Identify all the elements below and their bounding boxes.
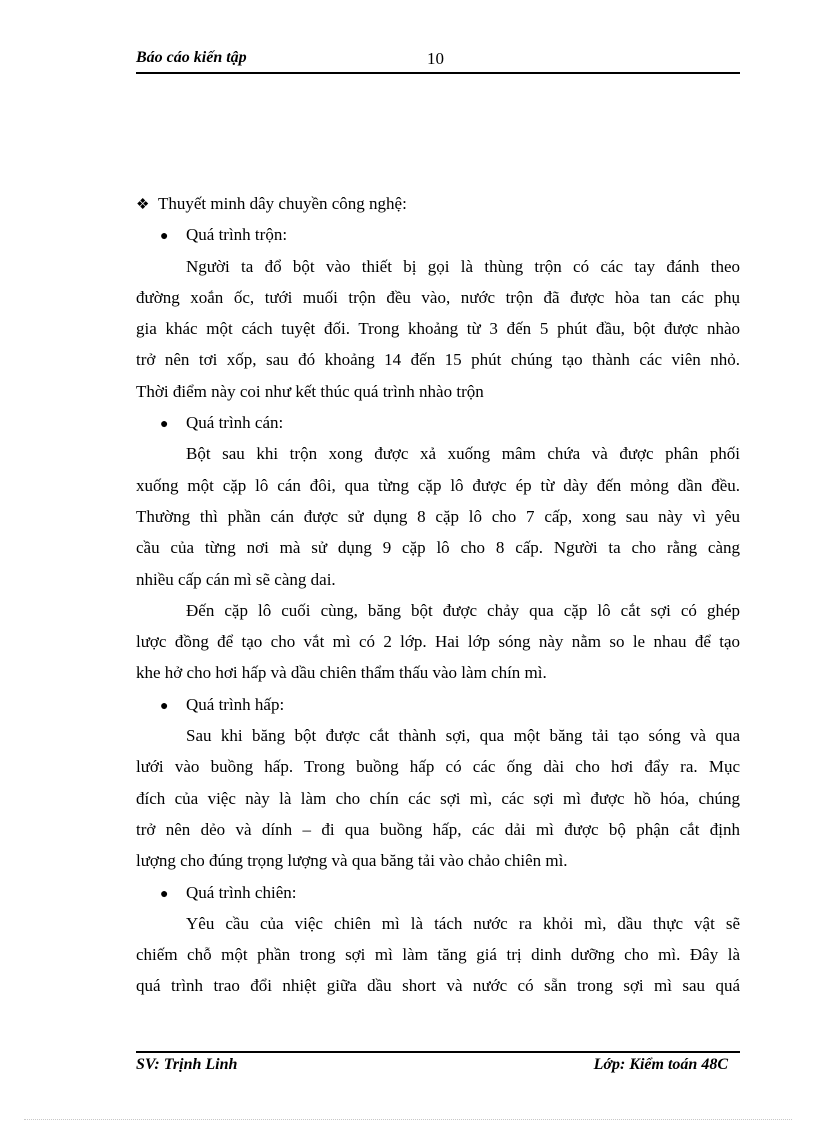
- paragraph-line: lưới vào buồng hấp. Trong buồng hấp có các ống dài cho hơi đẩy ra. Mục: [136, 757, 740, 777]
- page-footer: [136, 1051, 740, 1079]
- section-heading-text: Thuyết minh dây chuyền công nghệ:: [158, 194, 407, 213]
- footer-student: SV: Trịnh Linh: [136, 1056, 238, 1073]
- page-edge-divider: [24, 1119, 792, 1120]
- paragraph-line: lượng cho đúng trọng lượng và qua băng tải vào chảo chiên mì.: [136, 851, 568, 871]
- bullet-icon: ●: [160, 229, 169, 245]
- footer-class: Lớp: Kiểm toán 48C: [593, 1056, 728, 1073]
- document-body: [136, 188, 740, 1002]
- bullet-icon: ●: [160, 698, 169, 714]
- bullet-item: [136, 689, 740, 720]
- paragraph-line: gia khác một cách tuyệt đối. Trong khoảng từ 3 đến 5 phút đầu, bột được nhào: [136, 319, 740, 339]
- paragraph-line: đích của việc này là làm cho chín các sợi mì, các sợi mì được hồ hóa, chúng: [136, 788, 740, 808]
- paragraph-line: lược đồng để tạo cho vắt mì có 2 lớp. Hai lớp sóng này nằm so le nhau để tạo: [136, 632, 740, 652]
- paragraph-line: Thời điểm này coi như kết thúc quá trình nhào trộn: [136, 381, 484, 401]
- paragraph-line: Bột sau khi trộn xong được xả xuống mâm chứa và được phân phối: [186, 444, 740, 464]
- bullet-icon: ●: [160, 886, 169, 902]
- paragraph-line: Người ta đổ bột vào thiết bị gọi là thùng trộn có các tay đánh theo: [186, 256, 740, 276]
- bullet-text: Quá trình chiên:: [186, 882, 297, 902]
- page-header: [136, 46, 740, 74]
- bullet-icon: ●: [160, 417, 169, 433]
- paragraph-line: trở nên tơi xốp, sau đó khoảng 14 đến 15 phút chúng tạo thành các viên nhỏ.: [136, 350, 740, 370]
- paragraph-line: Yêu cầu của việc chiên mì là tách nước ra khỏi mì, dầu thực vật sẽ: [186, 913, 740, 933]
- bullet-item: [136, 219, 740, 250]
- paragraph-line: Sau khi băng bột được cắt thành sợi, qua một băng tải tạo sóng và qua: [186, 726, 740, 746]
- paragraph-line: nhiều cấp cán mì sẽ càng dai.: [136, 569, 336, 589]
- paragraph-line: khe hở cho hơi hấp và dầu chiên thẩm thấu vào làm chín mì.: [136, 663, 547, 683]
- bullet-text: Quá trình trộn:: [186, 225, 288, 245]
- paragraph-line: đường xoắn ốc, tưới muối trộn đều vào, nước trộn đã được hòa tan các phụ: [136, 287, 740, 307]
- paragraph-line: cầu của từng nơi mà sử dụng 9 cặp lô cho 8 cấp. Người ta cho rằng càng: [136, 538, 740, 558]
- header-title: Báo cáo kiến tập: [136, 49, 247, 66]
- section-heading: [136, 188, 740, 219]
- paragraph-line: Thường thì phần cán được sử dụng 8 cặp lô cho 7 cấp, xong sau này vì yêu: [136, 506, 740, 526]
- paragraph-line: quá trình trao đổi nhiệt giữa dầu short và nước có sẵn trong sợi mì sau quá: [136, 976, 740, 996]
- bullet-text: Quá trình hấp:: [186, 694, 285, 714]
- diamond-bullet-icon: ❖: [136, 197, 150, 213]
- paragraph-line: chiếm chỗ một phần trong sợi mì làm tăng giá trị dinh dưỡng cho mì. Đây là: [136, 945, 740, 965]
- paragraph-line: trở nên dẻo và dính – đi qua buồng hấp, các dải mì được bộ phận cắt định: [136, 819, 740, 839]
- bullet-item: [136, 877, 740, 908]
- bullet-text: Quá trình cán:: [186, 413, 284, 433]
- bullet-item: [136, 407, 740, 438]
- paragraph-line: Đến cặp lô cuối cùng, băng bột được chảy qua cặp lô cắt sợi có ghép: [186, 600, 740, 620]
- paragraph-line: xuống một cặp lô cán đôi, qua từng cặp lô được ép từ dày đến mỏng dần đều.: [136, 475, 740, 495]
- page-number: 10: [427, 49, 444, 68]
